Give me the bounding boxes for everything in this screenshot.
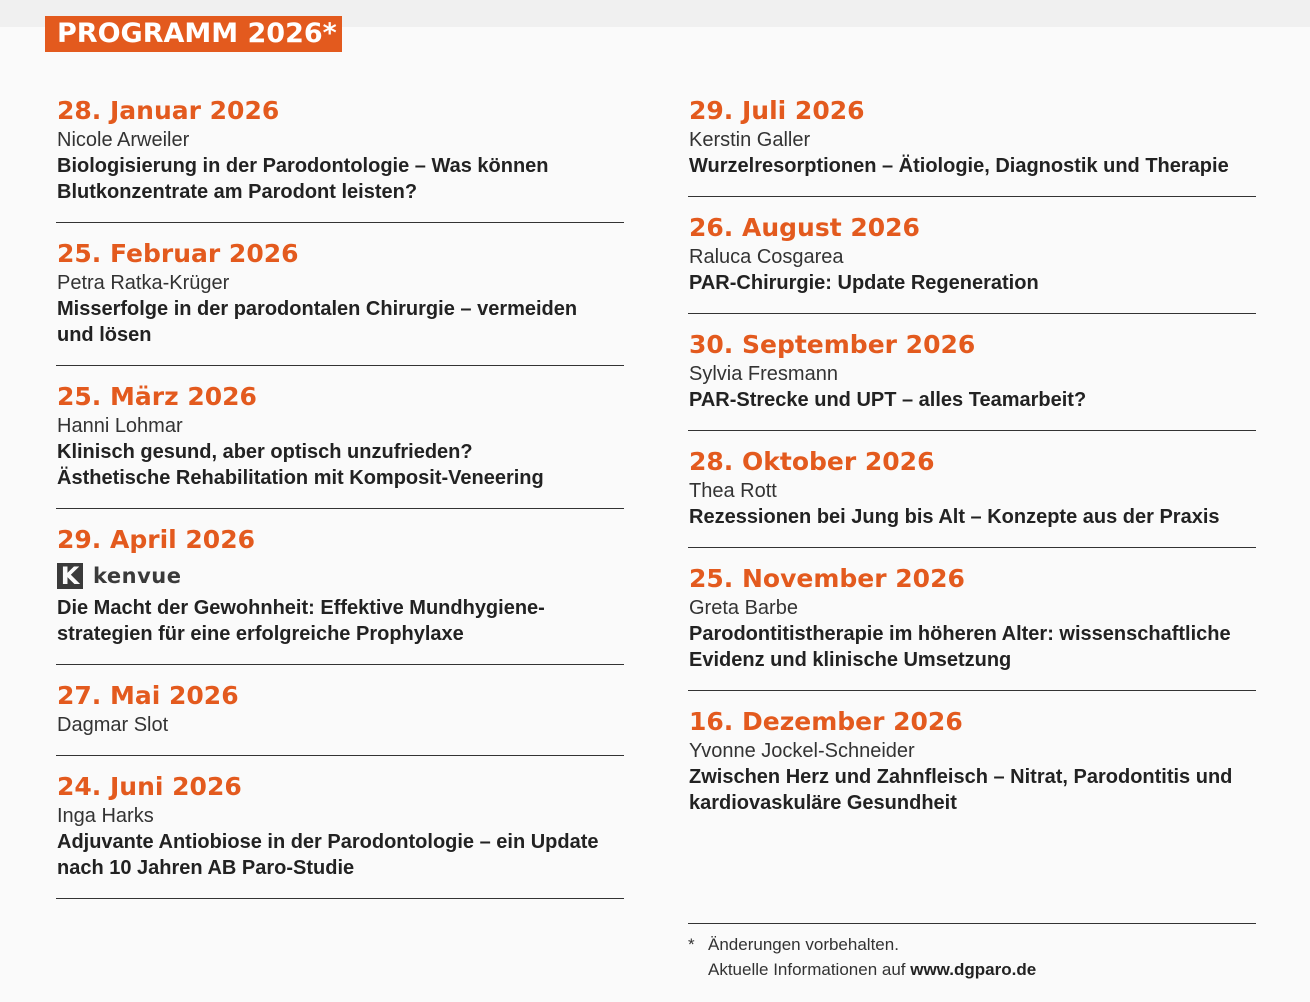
talk-topic [56,296,624,348]
talk-topic-line: Biologisierung in der Parodontologie – Was können [57,155,549,177]
event-date: 25. Februar 2026 [57,239,299,268]
program-entry [56,237,624,366]
talk-topic [688,764,1256,816]
speaker-name: Raluca Cosgarea [689,246,844,268]
event-date: 26. August 2026 [689,213,920,242]
kenvue-logo-mark: K [57,563,83,589]
talk-topic-line: Zwischen Herz und Zahnfleisch – Nitrat, Parodontitis und [689,766,1233,788]
event-date: 28. Januar 2026 [57,96,280,125]
talk-topic-line: Evidenz und klinische Umsetzung [689,649,1012,671]
kenvue-logo [56,557,624,595]
speaker-name: Petra Ratka-Krüger [57,272,230,294]
talk-topic [688,621,1256,673]
talk-topic-line: PAR-Strecke und UPT – alles Teamarbeit? [689,389,1087,411]
left-column [56,94,624,913]
talk-topic [688,153,1256,179]
talk-topic-line: PAR-Chirurgie: Update Regeneration [689,272,1039,294]
program-title-badge: PROGRAMM 2026* [45,16,342,52]
program-entry [56,770,624,899]
footnote [688,923,1256,982]
speaker-name: Nicole Arweiler [57,129,190,151]
talk-topic-line: Adjuvante Antiobiose in der Parodontologie – ein Update [57,831,599,853]
talk-topic-line: Rezessionen bei Jung bis Alt – Konzepte aus der Praxis [689,506,1220,528]
talk-topic-line: Misserfolge in der parodontalen Chirurgie – vermeiden [57,298,578,320]
website-link[interactable]: www.dgparo.de [910,960,1037,979]
talk-topic [688,504,1256,530]
event-date: 25. November 2026 [689,564,965,593]
right-column [688,94,1256,847]
program-entry [688,562,1256,691]
talk-topic [56,439,624,491]
talk-topic-line: und lösen [57,324,152,346]
program-entry [688,705,1256,833]
program-entry [56,94,624,223]
talk-topic-line: Parodontitistherapie im höheren Alter: wissenschaftliche [689,623,1231,645]
talk-topic-line: nach 10 Jahren AB Paro-Studie [57,857,355,879]
footnote-line-2 [708,957,1036,982]
talk-topic-line: Die Macht der Gewohnheit: Effektive Mundhygiene- [57,597,545,619]
talk-topic-line: Blutkonzentrate am Parodont leisten? [57,181,418,203]
speaker-name: Inga Harks [57,805,154,827]
program-entry [688,94,1256,197]
speaker-name: Sylvia Fresmann [689,363,838,385]
footnote-marker: * [688,935,695,954]
talk-topic-line: strategien für eine erfolgreiche Prophylaxe [57,623,464,645]
speaker-name: Greta Barbe [689,597,798,619]
talk-topic [56,829,624,881]
event-date: 29. Juli 2026 [689,96,865,125]
footnote-prefix: Aktuelle Informationen auf [708,960,911,979]
event-date: 28. Oktober 2026 [689,447,935,476]
event-date: 24. Juni 2026 [57,772,242,801]
talk-topic-line: Klinisch gesund, aber optisch unzufrieden? [57,441,473,463]
event-date: 29. April 2026 [57,525,255,554]
event-date: 16. Dezember 2026 [689,707,963,736]
speaker-name: Kerstin Galler [689,129,811,151]
talk-topic [56,595,624,647]
talk-topic [688,270,1256,296]
talk-topic-line: kardiovaskuläre Gesundheit [689,792,957,814]
speaker-name: Dagmar Slot [57,714,169,736]
speaker-name: Yvonne Jockel-Schneider [689,740,915,762]
speaker-name: Thea Rott [689,480,777,502]
kenvue-logo-text: kenvue [93,564,182,588]
event-date: 25. März 2026 [57,382,257,411]
footnote-line-1: Änderungen vorbehalten. [708,935,899,954]
program-entry [56,679,624,756]
program-entry [56,380,624,509]
talk-topic [688,387,1256,413]
program-entry [688,445,1256,548]
talk-topic-line: Wurzelresorptionen – Ätiologie, Diagnostik und Therapie [689,155,1229,177]
talk-topic-line: Ästhetische Rehabilitation mit Komposit-Veneering [57,467,544,489]
program-entry [688,328,1256,431]
event-date: 27. Mai 2026 [57,681,239,710]
speaker-name: Hanni Lohmar [57,415,183,437]
program-entry [56,523,624,665]
program-entry [688,211,1256,314]
talk-topic [56,153,624,205]
event-date: 30. September 2026 [689,330,976,359]
